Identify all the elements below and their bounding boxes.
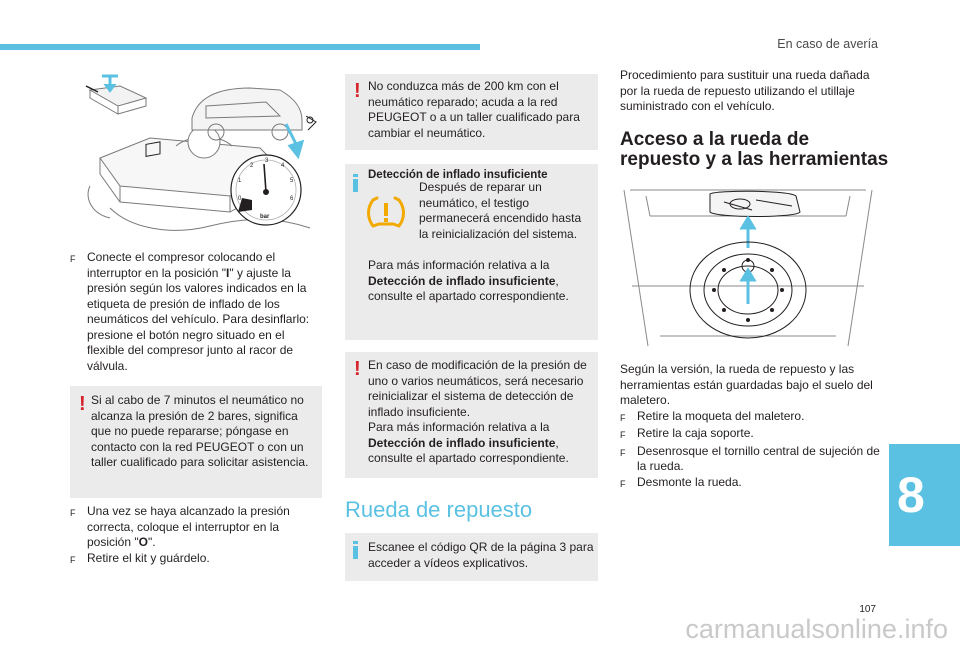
bullet-marker: F <box>620 412 626 423</box>
procedure-step: F Desmonte la rueda. <box>620 475 885 493</box>
intro-paragraph: Procedimiento para sustituir una rueda dañada por la rueda de repuesto utilizando el utillaje suministrado con el vehículo. <box>620 68 870 113</box>
compressor-step: F Una vez se haya alcanzado la presión correcta, coloque el interruptor en la posición "O". <box>70 504 290 549</box>
warning-icon: ! <box>79 393 86 415</box>
compressor-step: F Retire el kit y guárdelo. <box>70 551 322 569</box>
gauge-tick: 5 <box>290 178 294 184</box>
gauge-tick: 3 <box>265 158 269 164</box>
gauge-tick: 4 <box>281 163 285 169</box>
warning-icon: ! <box>354 80 361 102</box>
page-number: 107 <box>859 604 876 615</box>
bullet-marker: F <box>70 554 76 565</box>
left-column-bottom <box>70 504 322 568</box>
info-icon <box>353 541 358 559</box>
procedure-step: F Desenrosque el tornillo central de sujeción de la rueda. <box>620 443 880 473</box>
gauge-tick: 0 <box>238 196 242 202</box>
compressor-step: F Conecte el compresor colocando el interruptor en la posición "I" y ajuste la presión según los valores indicados en la etiqueta de presión de inflado de los neumáticos del vehículo. Para desinflarlo: presione el botón negro situado en el flexible del compresor junto al racor de válvula. <box>70 250 310 373</box>
warning-box-200km: ! No conduzca más de 200 km con el neumático reparado; acuda a la red PEUGEOT o a un taller cualificado para cambiar el neumático. <box>345 74 598 150</box>
info-box-inflation-detection: Detección de inflado insuficiente Después de reparar un neumático, el testigo permanecerá encendido hasta la reinicialización del sistema. Para más información relativa a la Detección de inflado insuficiente, consulte el apartado correspondiente. <box>345 164 598 340</box>
trunk-spare-wheel-illustration <box>620 186 876 350</box>
right-column-text: Según la versión, la rueda de repuesto y las herramientas están guardadas bajo el suelo del maletero. F Retire la moqueta del maletero. F Retire la caja soporte. F Desenrosque el tornillo central de sujeción de la rueda. F Desmonte la rueda. <box>620 362 885 492</box>
watermark: carmanualsonline.info <box>685 614 948 644</box>
procedure-step: F Retire la moqueta del maletero. <box>620 409 885 427</box>
header-accent-bar <box>0 44 480 50</box>
warning-icon: ! <box>354 358 361 380</box>
gauge-tick: 6 <box>290 196 294 202</box>
left-column <box>70 250 322 374</box>
info-box-qr-code: Escanee el código QR de la página 3 para acceder a vídeos explicativos. <box>345 533 598 581</box>
warning-box-7-minutes: ! Si al cabo de 7 minutos el neumático no alcanza la presión de 2 bares, significa que no puede repararse; póngase en contacto con la red PEUGEOT o con un taller cualificado para solicitar asistencia. <box>70 386 322 498</box>
tire-pressure-warning-icon <box>367 194 405 230</box>
section-title-spare-wheel: Rueda de repuesto <box>345 497 533 522</box>
bullet-marker: F <box>620 430 626 440</box>
chapter-tab <box>889 444 960 546</box>
bullet-marker: F <box>620 447 626 458</box>
bullet-marker: F <box>70 254 76 264</box>
bullet-marker: F <box>620 478 626 489</box>
heading-access-spare-wheel: Acceso a la rueda de repuesto y a las herramientas <box>620 129 889 170</box>
chapter-number: 8 <box>897 467 925 523</box>
gauge-tick: 1 <box>238 178 242 184</box>
gauge-tick: 2 <box>250 163 254 169</box>
gauge-unit: bar <box>260 214 270 220</box>
bullet-marker: F <box>70 508 76 518</box>
section-header-title: En caso de avería <box>777 37 878 51</box>
warning-box-pressure-change: ! En caso de modificación de la presión de uno o varios neumáticos, será necesario reinicializar el sistema de detección de inflado insuficiente. Para más información relativa a la Detección de inflado insuficiente, consulte el apartado correspondiente. <box>345 352 598 478</box>
pressure-gauge <box>228 152 304 228</box>
procedure-step: F Retire la caja soporte. <box>620 426 885 444</box>
info-icon <box>353 174 358 192</box>
